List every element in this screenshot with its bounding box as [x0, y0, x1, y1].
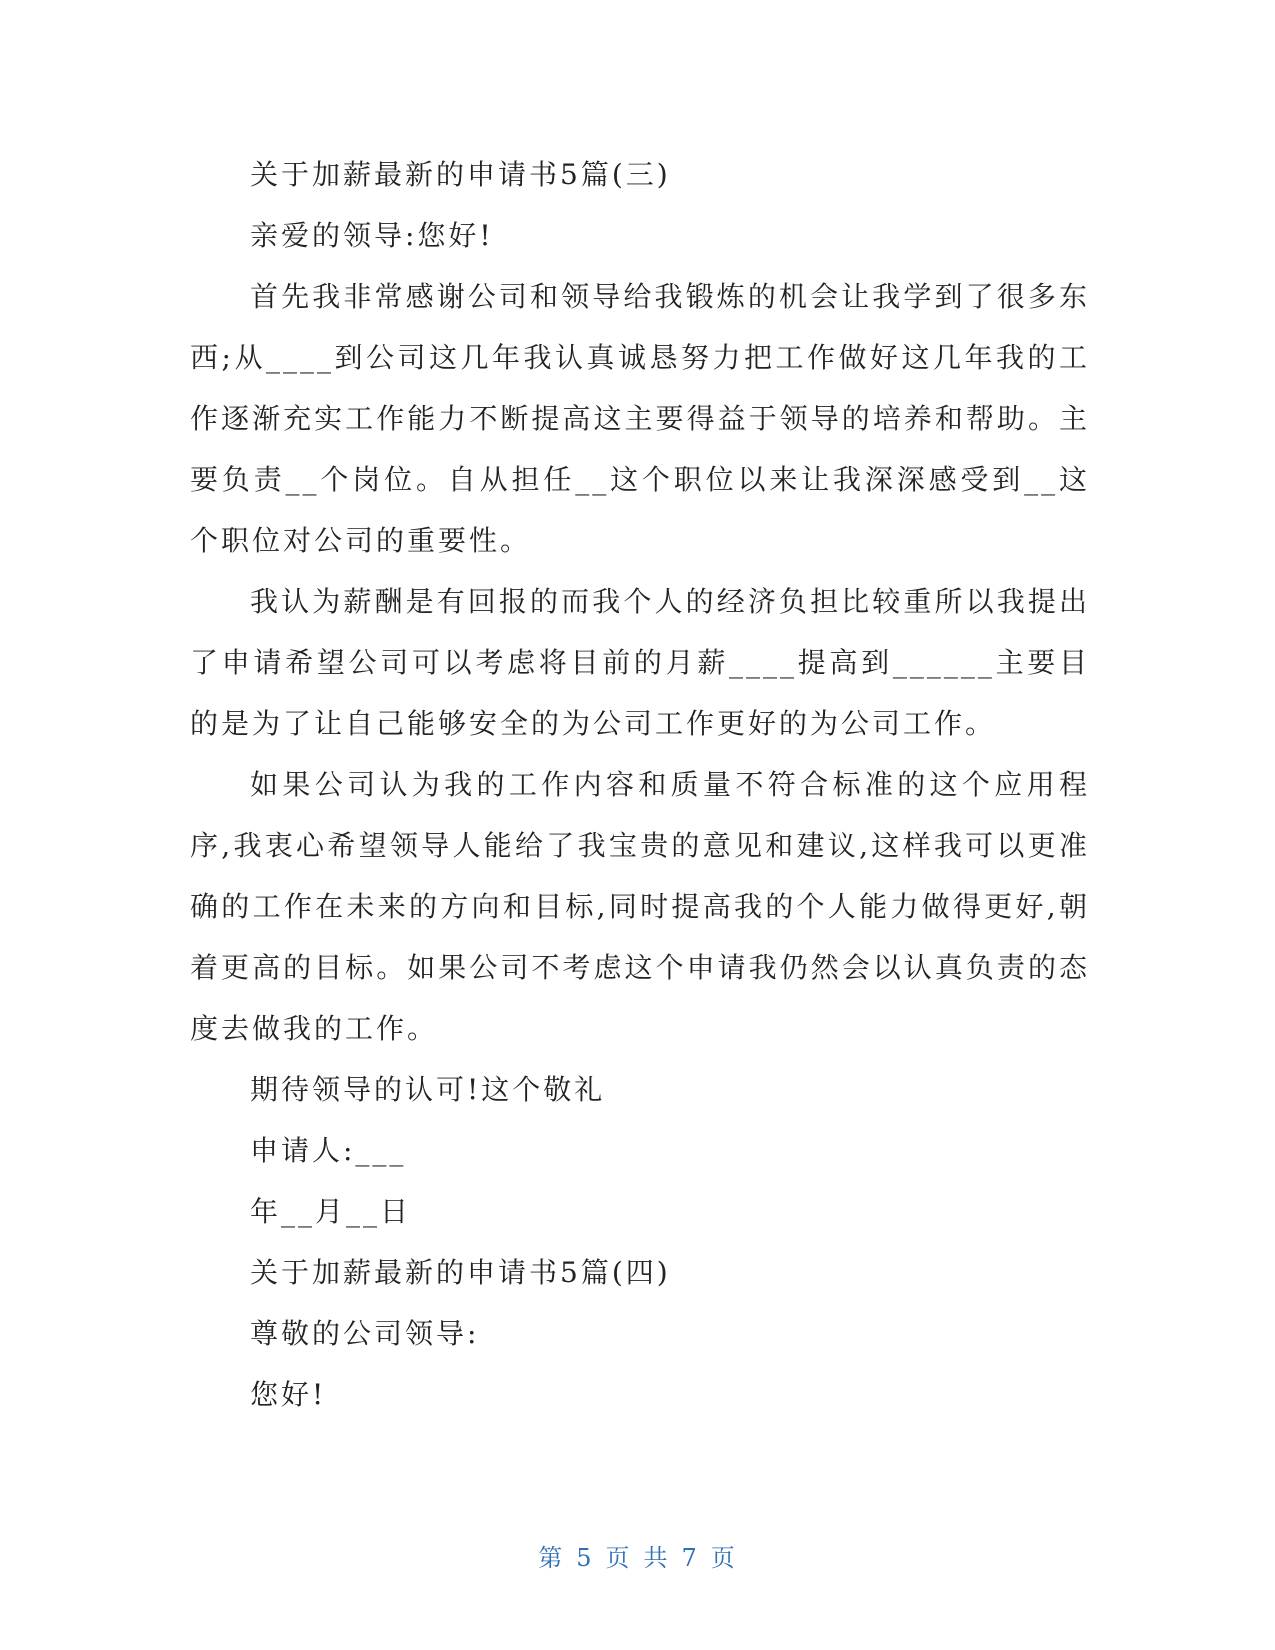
footer-prefix: 第: [538, 1544, 565, 1572]
closing-line: 期待领导的认可!这个敬礼: [250, 1073, 606, 1106]
section-heading-4: 关于加薪最新的申请书5篇(四): [250, 1256, 671, 1289]
footer-total-pages: 7: [681, 1544, 699, 1572]
paragraph-3: 如果公司认为我的工作内容和质量不符合标准的这个应用程序,我衷心希望领导人能给了我宝贵的意见和建议,这样我可以更准确的工作在未来的方向和目标,同时提高我的个人能力做得更好,朝着更高的目标。如果公司不考虑这个申请我仍然会以认真负责的态度去做我的工作。: [190, 768, 1090, 1045]
section-heading-3: 关于加薪最新的申请书5篇(三): [250, 158, 671, 191]
footer-suffix: 页: [710, 1544, 737, 1572]
document-body: [190, 144, 1090, 1425]
footer-mid2: 共: [643, 1544, 670, 1572]
paragraph-2: 我认为薪酬是有回报的而我个人的经济负担比较重所以我提出了申请希望公司可以考虑将目前的月薪____提高到______主要目的是为了让自己能够安全的为公司工作更好的为公司工作。: [190, 585, 1090, 740]
greeting-3: 亲爱的领导:您好!: [250, 219, 494, 252]
footer-mid1: 页: [605, 1544, 632, 1572]
hello-line: 您好!: [250, 1378, 327, 1411]
page-footer: [0, 1538, 1275, 1573]
footer-current-page: 5: [576, 1544, 594, 1572]
applicant-line: 申请人:___: [250, 1134, 407, 1167]
date-line: 年__月__日: [250, 1195, 412, 1228]
greeting-4: 尊敬的公司领导:: [250, 1317, 480, 1350]
paragraph-1: 首先我非常感谢公司和领导给我锻炼的机会让我学到了很多东西;从____到公司这几年我认真诚恳努力把工作做好这几年我的工作逐渐充实工作能力不断提高这主要得益于领导的培养和帮助。主要负责__个岗位。自从担任__这个职位以来让我深深感受到__这个职位对公司的重要性。: [190, 280, 1090, 557]
